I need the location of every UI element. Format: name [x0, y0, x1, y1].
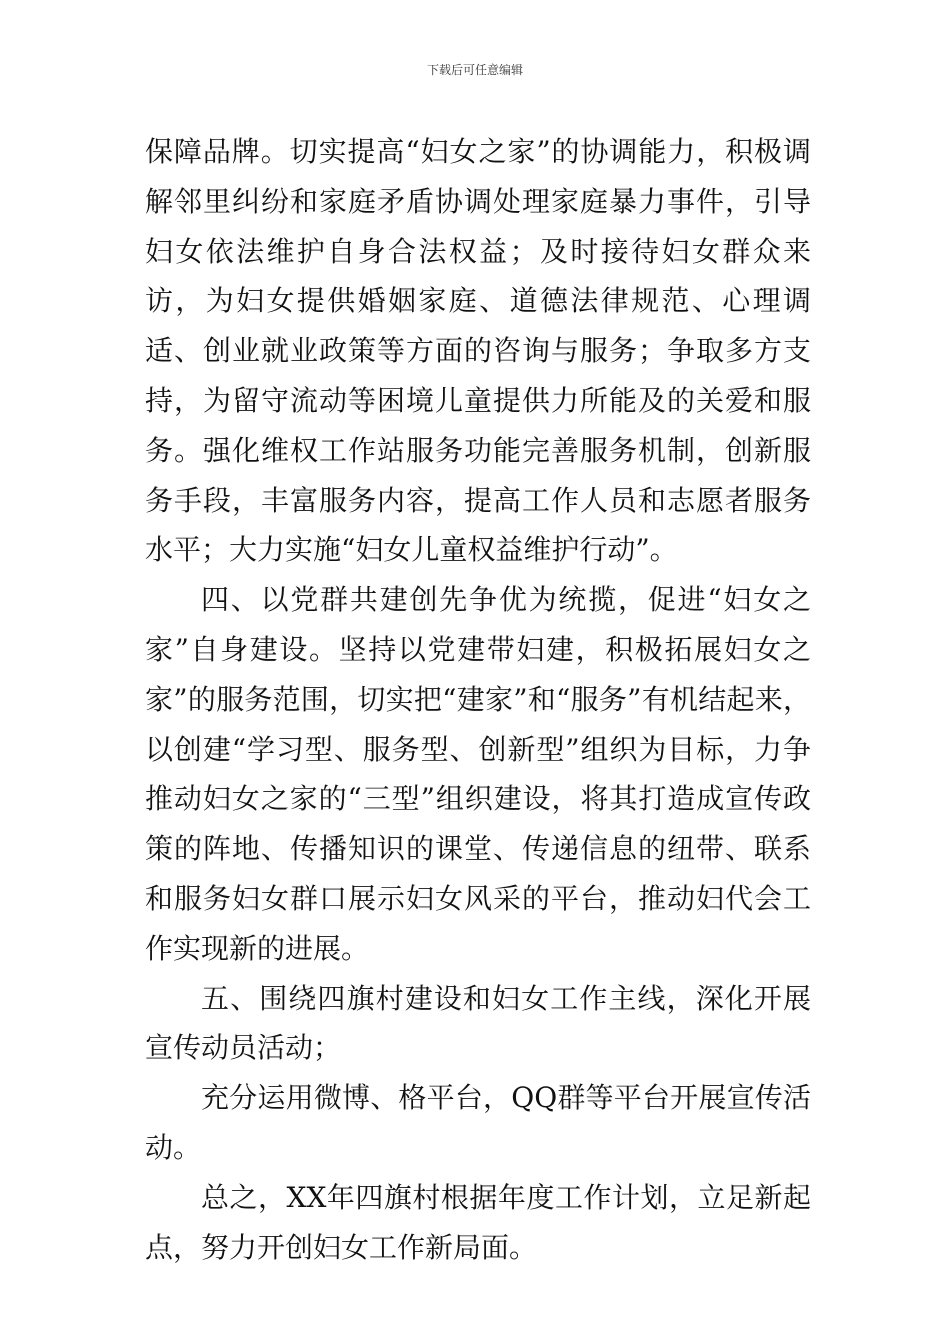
- paragraph-section-four: 四、以党群共建创先争优为统揽，促进“妇女之家”自身建设。坚持以党建带妇建，积极拓展妇女之家”的服务范围，切实把“建家”和“服务”有机结起来，以创建“学习型、服务型、创新型”组织为目标，力争推动妇女之家的“三型”组织建设，将其打造成宣传政策的阵地、传播知识的课堂、传递信息的纽带、联系和服务妇女群口展示妇女风采的平台，推动妇代会工作实现新的进展。: [145, 583, 811, 965]
- page-header: 下载后可任意编辑: [426, 63, 523, 77]
- document-body: [145, 127, 811, 1272]
- paragraph-section-five: 五、围绕四旗村建设和妇女工作主线，深化开展宣传动员活动；: [145, 981, 811, 1065]
- paragraph-conclusion: 总之，XX年四旗村根据年度工作计划，立足新起点，努力开创妇女工作新局面。: [145, 1180, 811, 1264]
- paragraph-publicity: 充分运用微博、格平台，QQ群等平台开展宣传活动。: [145, 1081, 811, 1164]
- paragraph-continuation: 保障品牌。切实提高“妇女之家”的协调能力，积极调解邻里纠纷和家庭矛盾协调处理家庭暴力事件，引导妇女依法维护自身合法权益；及时接待妇女群众来访，为妇女提供婚姻家庭、道德法律规范、心理调适、创业就业政策等方面的咨询与服务；争取多方支持，为留守流动等困境儿童提供力所能及的关爱和服务。强化维权工作站服务功能完善服务机制，创新服务手段，丰富服务内容，提高工作人员和志愿者服务水平；大力实施“妇女儿童权益维护行动”。: [145, 135, 811, 567]
